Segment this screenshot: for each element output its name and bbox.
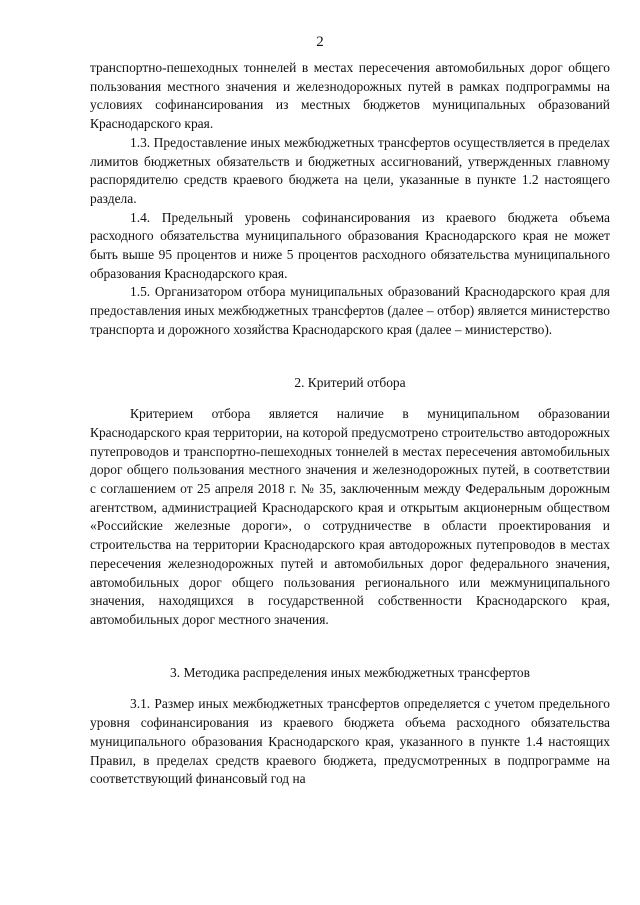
paragraph-3-1: 3.1. Размер иных межбюджетных трансфертов определяется с учетом предельного уровня софинансирования из краевого бюджета объема расходного обязательства муниципального образования Краснодарского края, указанного в пункте 1.4 настоящих Правил, в пределах средств краевого бюджета, предусмотренных в подпрограмме на соответствующий финансовый год на bbox=[90, 696, 610, 787]
paragraph-section-2: Критерием отбора является наличие в муниципальном образовании Краснодарского края территории, на которой предусмотрено строительство автодорожных путепроводов и транспортно-пешеходных тоннелей в местах пересечения автомобильных дорог общего пользования местного значения и железнодорожных путей, в соответствии с соглашением от 25 апреля 2018 г. № 35, заключенным между Федеральным дорожным агентством, администрацией Краснодарского края и открытым акционерным обществом «Российские железные дороги», о сотрудничестве в области проектирования и строительства на территории Краснодарского края автодорожных путепроводов в местах пересечения железнодорожных путей и автомобильных дорог федерального значения, автомобильных дорог общего пользования регионального или межмуниципального значения, находящихся в государственной собственности Краснодарского края, автомобильных дорог местного значения. bbox=[90, 406, 610, 627]
paragraph-1-3: 1.3. Предоставление иных межбюджетных трансфертов осуществляется в пределах лимитов бюджетных обязательств и бюджетных ассигнований, утвержденных главному распорядителю средств краевого бюджета на цели, указанные в пункте 1.2 настоящего раздела. bbox=[90, 134, 610, 206]
paragraph-1-5: 1.5. Организатором отбора муниципальных образований Краснодарского края для предоставления иных межбюджетных трансфертов (далее – отбор) является министерство транспорта и дорожного хозяйства Краснодарского края (далее – министерство). bbox=[90, 284, 610, 337]
section-3-title: 3. Методика распределения иных межбюджетных трансфертов bbox=[170, 664, 530, 680]
paragraph-continuation: транспортно-пешеходных тоннелей в местах пересечения автомобильных дорог общего пользования местного значения и железнодорожных путей в рамках подпрограммы на условиях софинансирования из местных бюджетов муниципальных образований Краснодарского края. bbox=[90, 60, 610, 132]
paragraph-1-4: 1.4. Предельный уровень софинансирования из краевого бюджета объема расходного обязательства муниципального образования Краснодарского края не может быть выше 95 процентов и ниже 5 процентов расходного обязательства муниципального образования Краснодарского края. bbox=[90, 209, 610, 281]
page-number: 2 bbox=[316, 34, 324, 50]
section-2-title: 2. Критерий отбора bbox=[294, 374, 406, 390]
document-body bbox=[90, 59, 610, 789]
